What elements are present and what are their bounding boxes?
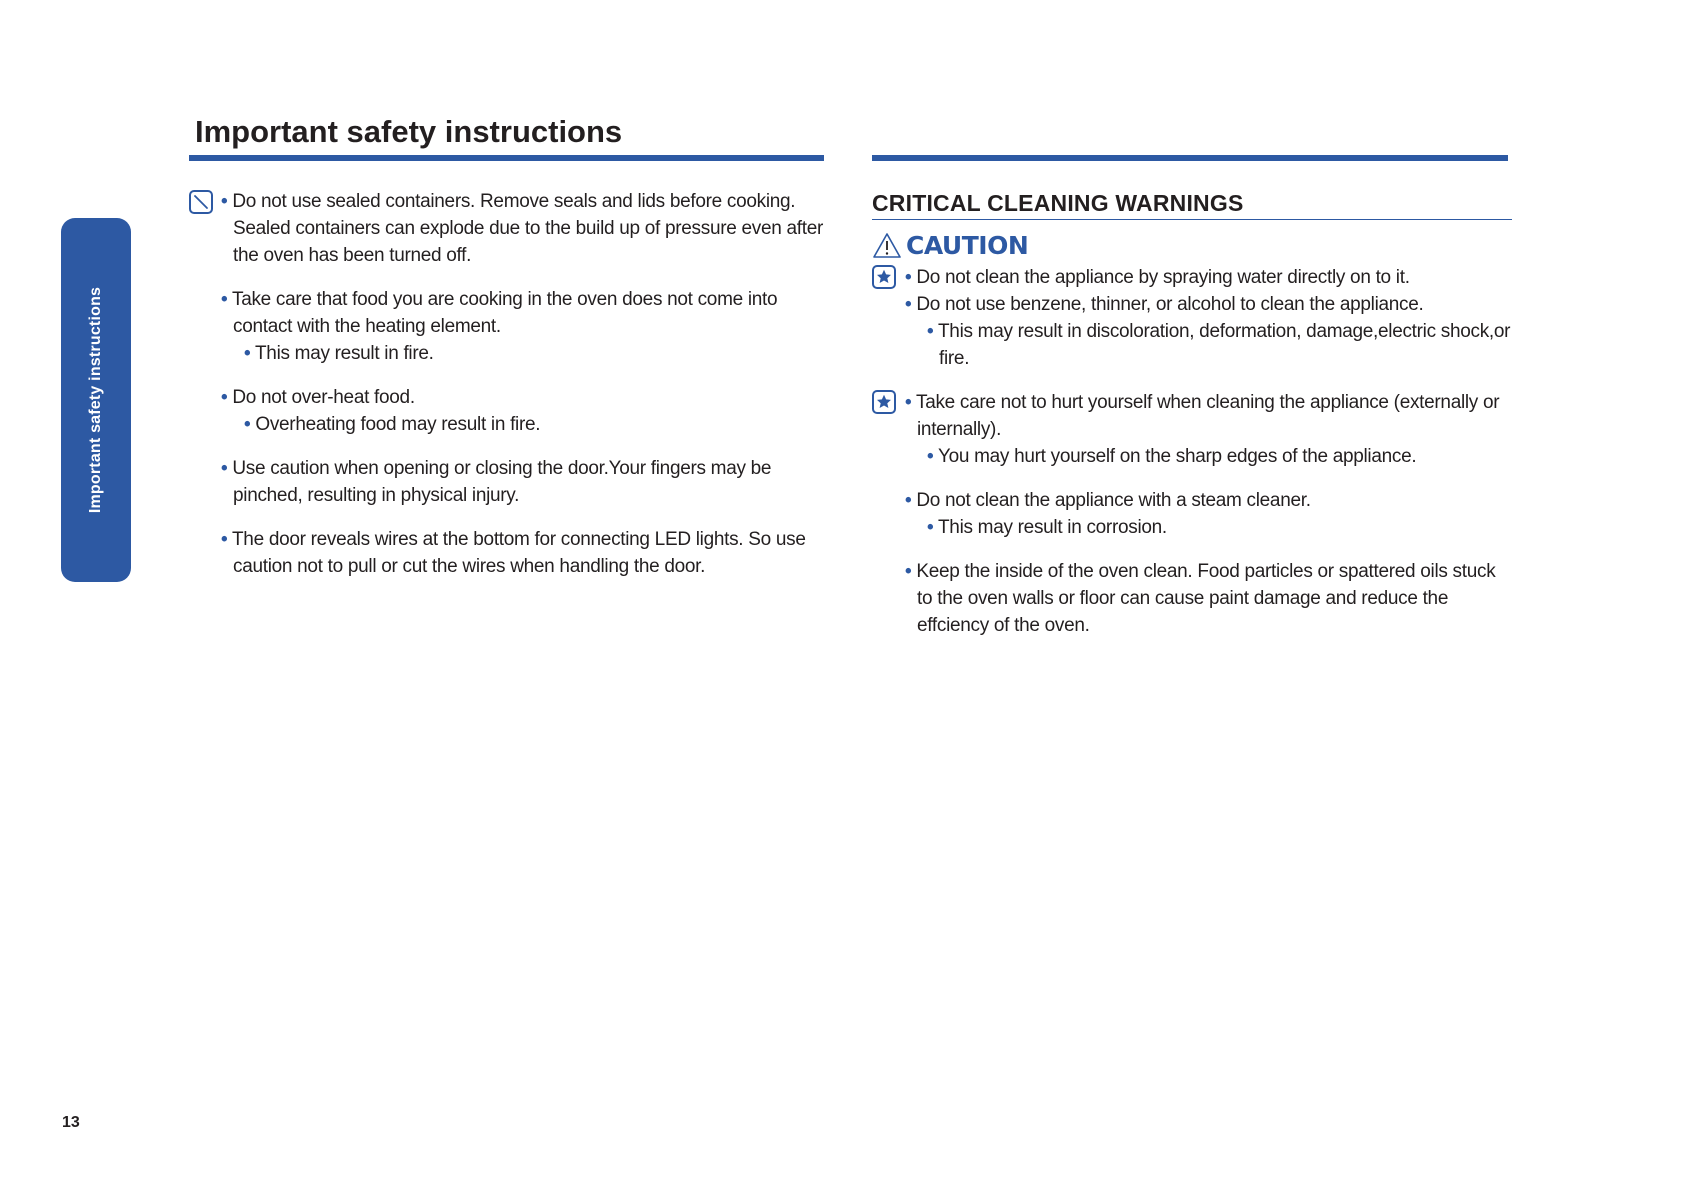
bullet: •	[905, 490, 912, 511]
list-item	[872, 558, 1512, 639]
list-item	[189, 286, 829, 340]
side-tab-label: Important safety instructions	[87, 286, 104, 514]
sub-list-item	[189, 340, 829, 367]
item-text: Take care not to hurt yourself when cleaning the appliance (externally or internally).	[916, 392, 1500, 440]
section-heading: CRITICAL CLEANING WARNINGS	[872, 190, 1512, 220]
item-text: This may result in fire.	[255, 343, 434, 364]
item-text: Do not over-heat food.	[232, 387, 415, 408]
warning-group-1	[872, 264, 1512, 372]
item-text: Do not clean the appliance by spraying water directly on to it.	[916, 267, 1410, 288]
bullet: •	[905, 561, 912, 582]
bullet: •	[927, 517, 934, 538]
list-item	[872, 264, 1512, 291]
right-column	[872, 190, 1512, 639]
sub-list-item	[189, 411, 829, 438]
list-item	[189, 455, 829, 509]
title-rule-right	[872, 155, 1508, 161]
list-item	[872, 291, 1512, 318]
sub-list-item	[872, 514, 1512, 541]
bullet: •	[221, 458, 228, 479]
item-text: Do not use sealed containers. Remove seals and lids before cooking. Sealed containers can explode due to the build up of pressure even after the oven has been turned off.	[232, 191, 823, 266]
sub-list-item	[872, 318, 1512, 372]
bullet: •	[905, 267, 912, 288]
bullet: •	[905, 392, 912, 413]
item-text: This may result in corrosion.	[938, 517, 1167, 538]
item-text: Overheating food may result in fire.	[255, 414, 541, 435]
title-rule-left	[189, 155, 824, 161]
bullet: •	[221, 289, 228, 310]
warning-triangle-icon	[872, 232, 902, 259]
list-item	[872, 487, 1512, 514]
list-item	[189, 188, 829, 269]
item-text: This may result in discoloration, deformation, damage,electric shock,or fire.	[938, 321, 1511, 369]
list-item	[872, 389, 1512, 443]
bullet: •	[221, 191, 228, 212]
bullet: •	[927, 321, 934, 342]
bullet: •	[221, 529, 228, 550]
item-text: Use caution when opening or closing the door.Your fingers may be pinched, resulting in physical injury.	[232, 458, 772, 506]
item-text: Take care that food you are cooking in the oven does not come into contact with the heating element.	[232, 289, 778, 337]
list-item	[189, 384, 829, 411]
bullet: •	[221, 387, 228, 408]
page-title: Important safety instructions	[195, 114, 623, 149]
left-column	[189, 188, 829, 580]
caution-header	[872, 226, 1512, 264]
bullet: •	[927, 446, 934, 467]
warning-group-2	[872, 389, 1512, 639]
item-text: Keep the inside of the oven clean. Food particles or spattered oils stuck to the oven walls or floor can cause paint damage and reduce the effciency of the oven.	[916, 561, 1496, 636]
item-text: Do not use benzene, thinner, or alcohol to clean the appliance.	[916, 294, 1424, 315]
page-number: 13	[62, 1114, 80, 1131]
item-text: Do not clean the appliance with a steam cleaner.	[916, 490, 1311, 511]
side-tab[interactable]	[61, 218, 131, 582]
item-text: The door reveals wires at the bottom for connecting LED lights. So use caution not to pull or cut the wires when handling the door.	[232, 529, 806, 577]
sub-list-item	[872, 443, 1512, 470]
caution-label: CAUTION	[906, 230, 1029, 260]
bullet: •	[244, 343, 251, 364]
bullet: •	[244, 414, 251, 435]
item-text: You may hurt yourself on the sharp edges of the appliance.	[938, 446, 1417, 467]
list-item	[189, 526, 829, 580]
bullet: •	[905, 294, 912, 315]
